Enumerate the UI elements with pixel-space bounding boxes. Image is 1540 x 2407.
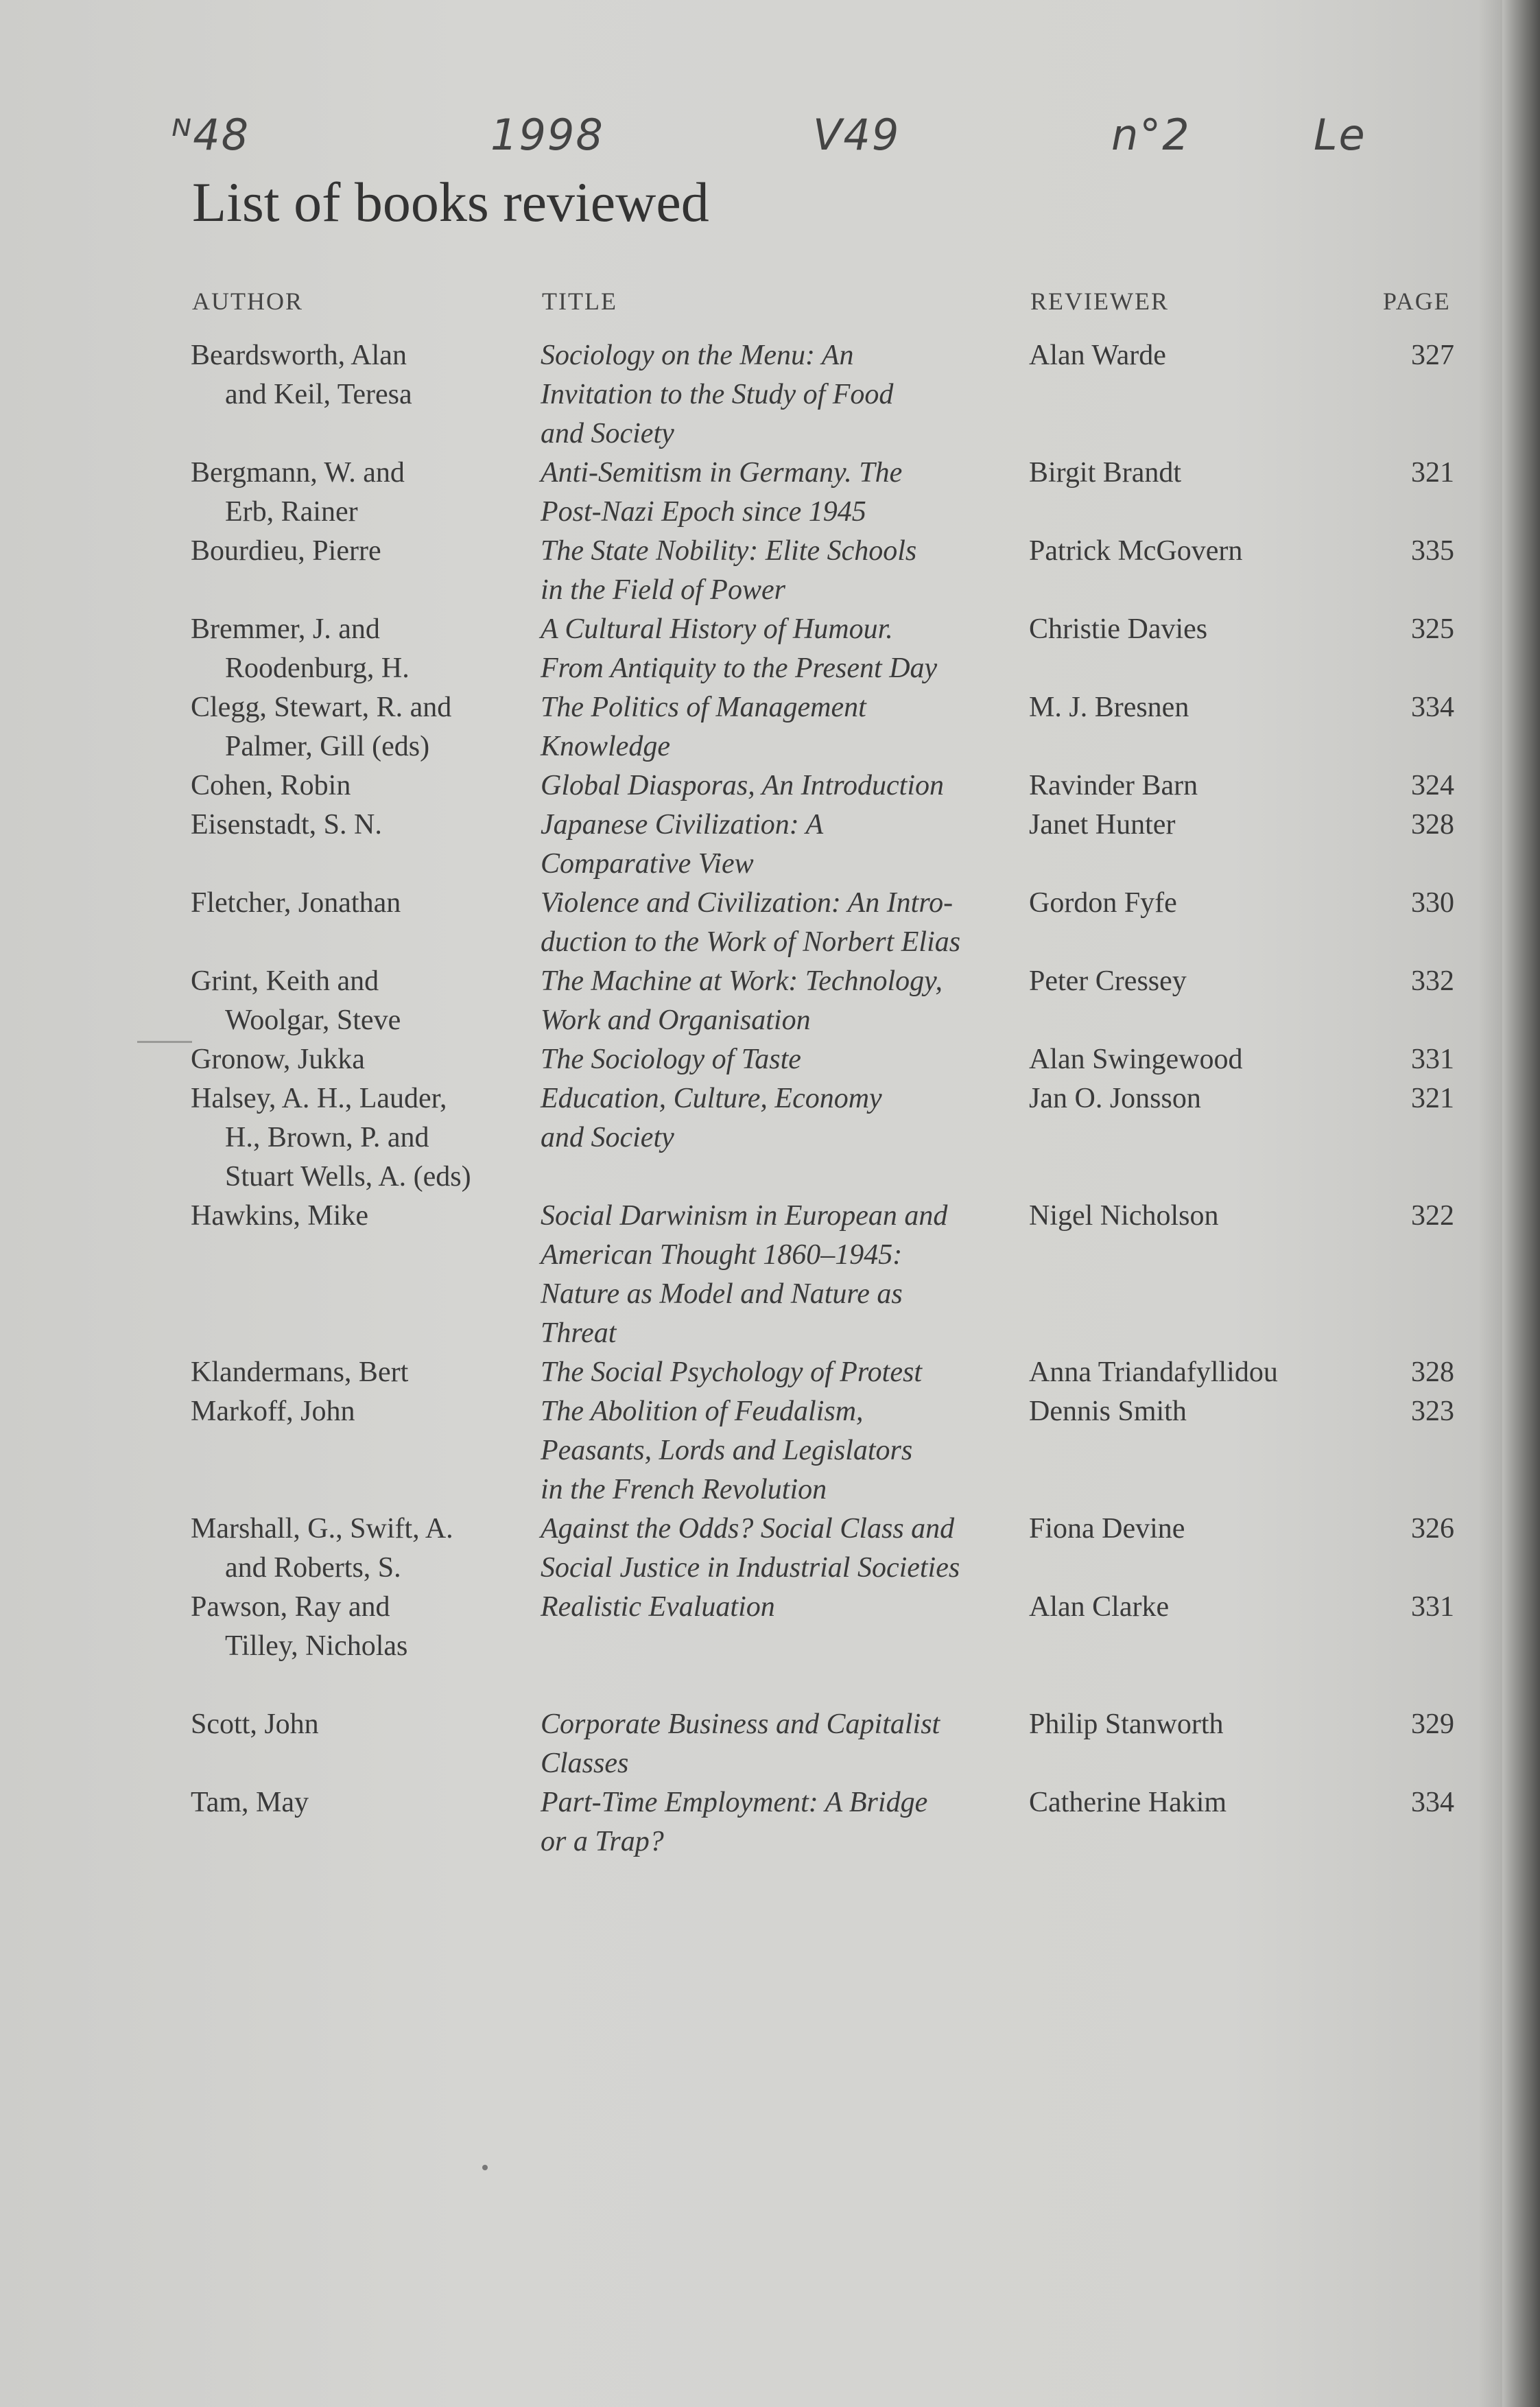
- author-line: Hawkins, Mike: [191, 1200, 368, 1232]
- author-cell: [191, 884, 534, 923]
- page-number-cell: 334: [1411, 1787, 1454, 1818]
- reviewer-cell: Alan Swingewood: [1029, 1044, 1243, 1075]
- page-number-cell: 321: [1411, 457, 1454, 489]
- handwritten-note: ᴺ48: [171, 110, 250, 160]
- page-number-cell: 331: [1411, 1044, 1454, 1075]
- author-line: Bremmer, J. and: [191, 613, 380, 645]
- author-line: and Keil, Teresa: [225, 379, 412, 410]
- reviewer-cell: Philip Stanworth: [1029, 1709, 1224, 1740]
- author-cell: [191, 962, 534, 1040]
- author-line: Marshall, G., Swift, A.: [191, 1513, 453, 1545]
- book-title-cell: [541, 1588, 1034, 1627]
- book-title-line: The Politics of Management: [541, 692, 866, 723]
- author-line: Erb, Rainer: [225, 496, 358, 528]
- reviewer-cell: Birgit Brandt: [1029, 457, 1182, 489]
- book-title-line: Peasants, Lords and Legislators: [541, 1435, 913, 1466]
- book-title-cell: [541, 1392, 1034, 1510]
- author-cell: [191, 610, 534, 688]
- book-title-cell: [541, 688, 1034, 766]
- page-number-cell: 321: [1411, 1083, 1454, 1114]
- author-line: Grint, Keith and: [191, 965, 379, 997]
- author-line: Stuart Wells, A. (eds): [225, 1161, 471, 1193]
- author-line: Pawson, Ray and: [191, 1591, 390, 1623]
- reviewer-cell: Christie Davies: [1029, 613, 1208, 645]
- book-title-cell: [541, 1705, 1034, 1783]
- reviewer-cell: Dennis Smith: [1029, 1396, 1187, 1427]
- author-cell: [191, 454, 534, 532]
- page-number-cell: 324: [1411, 770, 1454, 801]
- book-title-line: Sociology on the Menu: An: [541, 340, 854, 371]
- book-title-line: Threat: [541, 1317, 617, 1349]
- author-cell: [191, 1588, 534, 1666]
- reviewer-cell: Anna Triandafyllidou: [1029, 1357, 1278, 1388]
- book-title-cell: [541, 1510, 1034, 1588]
- author-cell: [191, 1783, 534, 1822]
- author-line: Bourdieu, Pierre: [191, 535, 381, 567]
- book-title-line: duction to the Work of Norbert Elias: [541, 926, 961, 958]
- page-number-cell: 331: [1411, 1591, 1454, 1623]
- reviewer-cell: Peter Cressey: [1029, 965, 1187, 997]
- page-number-cell: 334: [1411, 692, 1454, 723]
- book-title-cell: [541, 884, 1034, 962]
- book-title-cell: [541, 610, 1034, 688]
- author-cell: [191, 1705, 534, 1744]
- book-title-cell: [541, 532, 1034, 610]
- book-title-cell: [541, 962, 1034, 1040]
- book-title-line: Work and Organisation: [541, 1005, 811, 1036]
- page-number-cell: 329: [1411, 1709, 1454, 1740]
- book-title-line: Invitation to the Study of Food: [541, 379, 894, 410]
- book-title-line: Post-Nazi Epoch since 1945: [541, 496, 866, 528]
- book-title-line: Japanese Civilization: A: [541, 809, 824, 841]
- paper-speck: [482, 2165, 488, 2170]
- book-title-line: Corporate Business and Capitalist: [541, 1709, 940, 1740]
- author-line: Beardsworth, Alan: [191, 340, 407, 371]
- page-number-cell: 328: [1411, 1357, 1454, 1388]
- page-title: List of books reviewed: [192, 171, 709, 233]
- book-title-line: The Abolition of Feudalism,: [541, 1396, 864, 1427]
- author-line: Tam, May: [191, 1787, 309, 1818]
- reviewer-cell: Alan Warde: [1029, 340, 1166, 371]
- author-line: Klandermans, Bert: [191, 1357, 409, 1388]
- page-number-cell: 335: [1411, 535, 1454, 567]
- page-number-cell: 326: [1411, 1513, 1454, 1545]
- book-title-line: Part-Time Employment: A Bridge: [541, 1787, 928, 1818]
- page-edge-shadow: [1502, 0, 1540, 2407]
- author-cell: [191, 1079, 534, 1197]
- page-number-cell: 327: [1411, 340, 1454, 371]
- book-title-cell: [541, 1040, 1034, 1079]
- author-cell: [191, 1392, 534, 1431]
- column-header-title: TITLE: [542, 287, 617, 315]
- author-line: Gronow, Jukka: [191, 1044, 365, 1075]
- author-line: Palmer, Gill (eds): [225, 731, 430, 762]
- reviewer-cell: Patrick McGovern: [1029, 535, 1243, 567]
- book-title-line: in the Field of Power: [541, 574, 785, 606]
- column-header-page: PAGE: [1383, 287, 1451, 315]
- book-title-line: in the French Revolution: [541, 1474, 827, 1505]
- reviewer-cell: Alan Clarke: [1029, 1591, 1170, 1623]
- author-cell: [191, 336, 534, 414]
- handwritten-issue: n°2: [1111, 110, 1191, 160]
- author-cell: [191, 766, 534, 806]
- margin-mark: [137, 1041, 192, 1043]
- author-line: Eisenstadt, S. N.: [191, 809, 382, 841]
- book-title-cell: [541, 766, 1034, 806]
- book-title-cell: [541, 1197, 1034, 1353]
- page-number-cell: 323: [1411, 1396, 1454, 1427]
- reviewer-cell: Fiona Devine: [1029, 1513, 1185, 1545]
- book-title-line: From Antiquity to the Present Day: [541, 653, 938, 684]
- reviewer-cell: M. J. Bresnen: [1029, 692, 1189, 723]
- book-title-cell: [541, 1353, 1034, 1392]
- book-title-line: The Machine at Work: Technology,: [541, 965, 943, 997]
- author-cell: [191, 1353, 534, 1392]
- book-title-line: The Sociology of Taste: [541, 1044, 801, 1075]
- author-line: Bergmann, W. and: [191, 457, 405, 489]
- author-cell: [191, 1197, 534, 1236]
- author-line: Markoff, John: [191, 1396, 355, 1427]
- book-title-line: American Thought 1860–1945:: [541, 1239, 903, 1271]
- author-line: Tilley, Nicholas: [225, 1630, 408, 1662]
- column-header-author: AUTHOR: [192, 287, 303, 315]
- book-title-line: Nature as Model and Nature as: [541, 1278, 903, 1310]
- page-number-cell: 325: [1411, 613, 1454, 645]
- reviewer-cell: Nigel Nicholson: [1029, 1200, 1219, 1232]
- book-title-line: A Cultural History of Humour.: [541, 613, 893, 645]
- reviewer-cell: Jan O. Jonsson: [1029, 1083, 1201, 1114]
- book-title-line: Realistic Evaluation: [541, 1591, 775, 1623]
- book-title-line: The Social Psychology of Protest: [541, 1357, 923, 1388]
- reviewer-cell: Catherine Hakim: [1029, 1787, 1227, 1818]
- page-number-cell: 328: [1411, 809, 1454, 841]
- author-line: and Roberts, S.: [225, 1552, 401, 1584]
- book-title-line: Violence and Civilization: An Intro-: [541, 887, 953, 919]
- author-line: Clegg, Stewart, R. and: [191, 692, 452, 723]
- book-title-line: Education, Culture, Economy: [541, 1083, 882, 1114]
- book-title-line: Classes: [541, 1748, 629, 1779]
- reviewer-cell: Janet Hunter: [1029, 809, 1176, 841]
- book-title-line: Against the Odds? Social Class and: [541, 1513, 955, 1545]
- book-title-line: Social Justice in Industrial Societies: [541, 1552, 960, 1584]
- book-title-line: or a Trap?: [541, 1826, 664, 1857]
- book-title-cell: [541, 454, 1034, 532]
- handwritten-year: 1998: [490, 110, 604, 160]
- author-cell: [191, 1040, 534, 1079]
- author-line: Cohen, Robin: [191, 770, 351, 801]
- handwritten-volume: V49: [813, 110, 901, 160]
- author-line: H., Brown, P. and: [225, 1122, 429, 1153]
- book-title-line: Comparative View: [541, 848, 754, 880]
- book-title-line: Social Darwinism in European and: [541, 1200, 948, 1232]
- author-cell: [191, 688, 534, 766]
- author-cell: [191, 1510, 534, 1588]
- author-line: Roodenburg, H.: [225, 653, 410, 684]
- author-line: Woolgar, Steve: [225, 1005, 401, 1036]
- book-title-line: The State Nobility: Elite Schools: [541, 535, 917, 567]
- book-title-line: Knowledge: [541, 731, 670, 762]
- book-title-cell: [541, 806, 1034, 884]
- author-cell: [191, 806, 534, 845]
- page-number-cell: 322: [1411, 1200, 1454, 1232]
- book-title-line: Global Diasporas, An Introduction: [541, 770, 945, 801]
- author-line: Halsey, A. H., Lauder,: [191, 1083, 447, 1114]
- reviewer-cell: Gordon Fyfe: [1029, 887, 1177, 919]
- handwritten-mark: Le: [1314, 110, 1366, 160]
- column-header-reviewer: REVIEWER: [1030, 287, 1169, 315]
- book-title-line: Anti-Semitism in Germany. The: [541, 457, 903, 489]
- book-title-cell: [541, 336, 1034, 454]
- page-number-cell: 330: [1411, 887, 1454, 919]
- author-cell: [191, 532, 534, 571]
- book-title-cell: [541, 1783, 1034, 1862]
- book-title-cell: [541, 1079, 1034, 1158]
- author-line: Fletcher, Jonathan: [191, 887, 401, 919]
- page-number-cell: 332: [1411, 965, 1454, 997]
- author-line: Scott, John: [191, 1709, 319, 1740]
- reviewer-cell: Ravinder Barn: [1029, 770, 1198, 801]
- book-title-line: and Society: [541, 418, 674, 449]
- book-title-line: and Society: [541, 1122, 674, 1153]
